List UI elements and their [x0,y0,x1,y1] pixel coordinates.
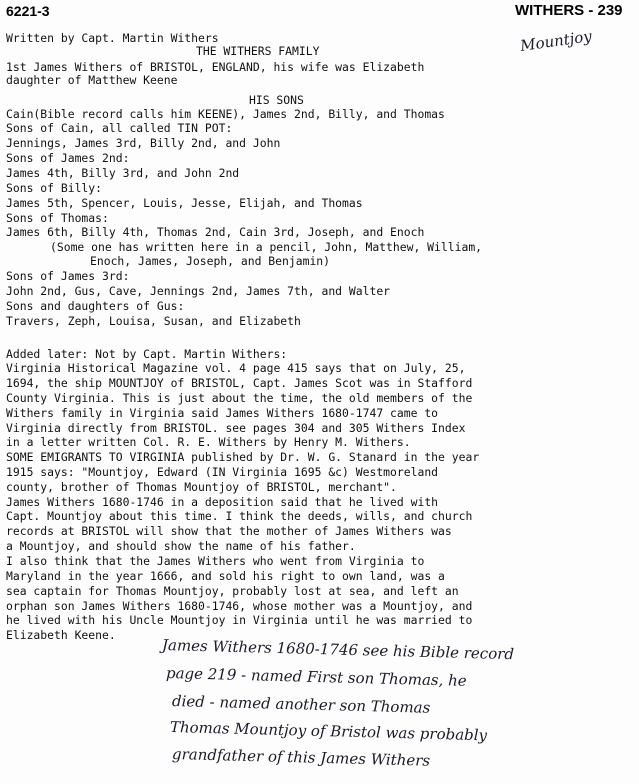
document-ref: 6221-3 [6,3,50,19]
text-line: Enoch, James, Joseph, and Benjamin) [90,254,331,268]
text-line: I also think that the James Withers who went from Virginia to [6,554,425,568]
text-line: Added later: Not by Capt. Martin Withers: [6,347,288,361]
text-line: Sons of Billy: [6,181,103,195]
text-line: orphan son James Withers 1680-1746, whose mother was a Mountjoy, and [6,599,473,613]
text-line: Capt. Mountjoy about this time. I think the deeds, wills, and church [6,509,473,523]
text-line: Sons of James 3rd: [6,269,130,283]
text-line: records at BRISTOL will show that the mother of James Withers was [6,524,452,538]
text-line: daughter of Matthew Keene [6,73,178,87]
handwritten-note-line: died - named another son Thomas [171,692,431,717]
text-line: Elizabeth Keene. [6,628,116,642]
text-line: Written by Capt. Martin Withers [6,31,219,45]
handwritten-note-line: grandfather of this James Withers [171,745,431,770]
text-line: Withers family in Virginia said James Withers 1680-1747 came to [6,406,439,420]
text-line: Travers, Zeph, Louisa, Susan, and Elizabeth [6,314,301,328]
page-title: WITHERS - 239 [515,2,623,19]
text-line: Cain(Bible record calls him KEENE), James 2nd, Billy, and Thomas [6,107,445,121]
text-line: Sons of James 2nd: [6,151,130,165]
document-heading: THE WITHERS FAMILY [196,44,320,58]
text-line: he lived with his Uncle Mountjoy in Virginia until he was married to [6,613,473,627]
text-line: James 6th, Billy 4th, Thomas 2nd, Cain 3rd, Joseph, and Enoch [6,225,425,239]
text-line: Sons of Thomas: [6,211,109,225]
text-line: Sons and daughters of Gus: [6,299,185,313]
text-line: SOME EMIGRANTS TO VIRGINIA published by Dr. W. G. Stanard in the year [6,450,480,464]
text-line: Sons of Cain, all called TIN POT: [6,121,233,135]
text-line: in a letter written Col. R. E. Withers by Henry M. Withers. [6,435,411,449]
signature: Mountjoy [519,27,593,55]
handwritten-note-line: James Withers 1680-1746 see his Bible record [161,636,515,664]
text-line: 1st James Withers of BRISTOL, ENGLAND, his wife was Elizabeth [6,60,425,74]
text-line: Virginia directly from BRISTOL. see pages 304 and 305 Withers Index [6,421,466,435]
section-heading: HIS SONS [249,93,304,107]
text-line: Virginia Historical Magazine vol. 4 page 415 says that on July, 25, [6,361,466,375]
text-line: County Virginia. This is just about the time, the old members of the [6,391,473,405]
text-line: James 5th, Spencer, Louis, Jesse, Elijah, and Thomas [6,196,363,210]
text-line: a Mountjoy, and should show the name of his father. [6,539,356,553]
text-line: James 4th, Billy 3rd, and John 2nd [6,166,240,180]
text-line: John 2nd, Gus, Cave, Jennings 2nd, James 7th, and Walter [6,284,391,298]
handwritten-note-line: page 219 - named First son Thomas, he [165,664,467,690]
text-line: 1694, the ship MOUNTJOY of BRISTOL, Capt. James Scot was in Stafford [6,376,473,390]
text-line: (Some one has written here in a pencil, John, Matthew, William, [50,240,483,254]
text-line: Maryland in the year 1666, and sold his right to own land, was a [6,569,445,583]
text-line: county, brother of Thomas Mountjoy of BRISTOL, merchant". [6,480,397,494]
handwritten-note-line: Thomas Mountjoy of Bristol was probably [169,718,488,745]
text-line: Jennings, James 3rd, Billy 2nd, and John [6,136,281,150]
text-line: 1915 says: "Mountjoy, Edward (IN Virginia 1695 &c) Westmoreland [6,465,439,479]
text-line: sea captain for Thomas Mountjoy, probably lost at sea, and left an [6,584,459,598]
text-line: James Withers 1680-1746 in a deposition said that he lived with [6,495,439,509]
